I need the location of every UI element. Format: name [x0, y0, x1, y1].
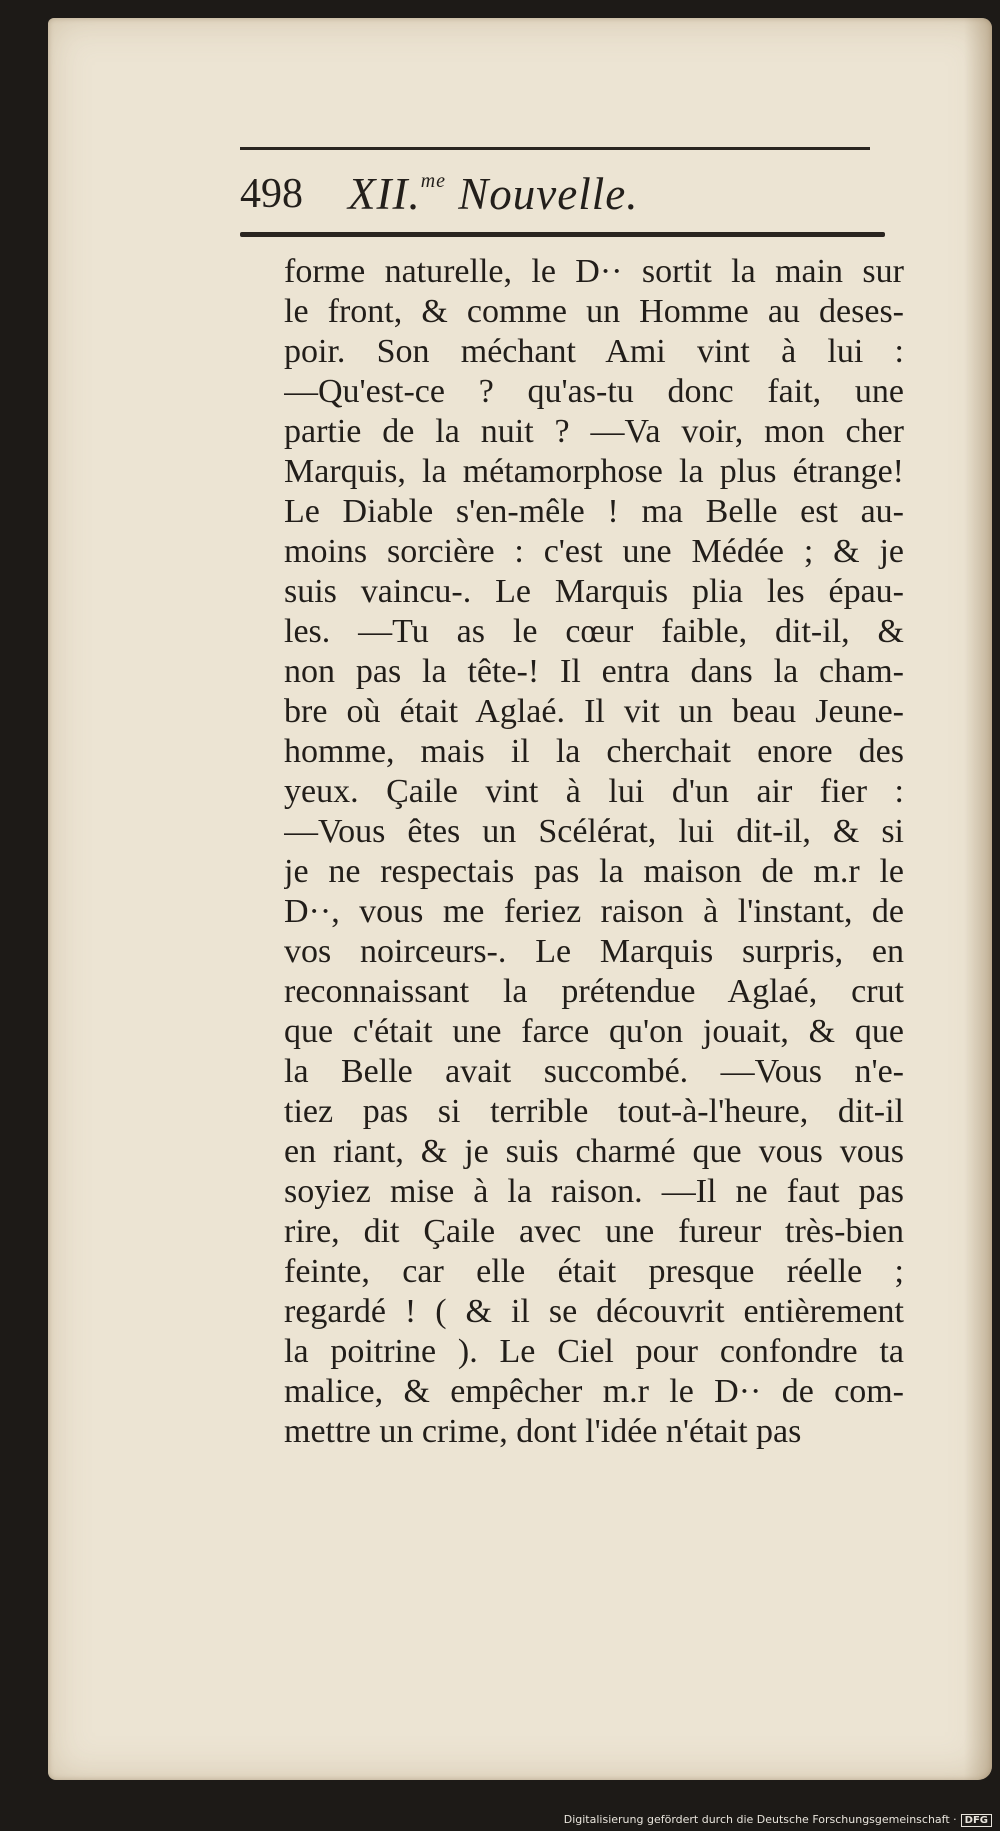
text-line: D··, vous me feriez raison à l'instant, de [284, 893, 904, 930]
text-line: —Vous êtes un Scélérat, lui dit-il, & si [284, 813, 904, 850]
header-rule-bottom [240, 232, 885, 237]
text-line: reconnaissant la prétendue Aglaé, crut [284, 973, 904, 1010]
text-line: mettre un crime, dont l'idée n'était pas [284, 1413, 802, 1450]
text-line: regardé ! ( & il se découvrit entièrement [284, 1293, 904, 1330]
text-line: suis vaincu-. Le Marquis plia les épau- [284, 573, 904, 610]
section-title-numeral: XII. [348, 169, 421, 219]
text-line: la Belle avait succombé. —Vous n'e- [284, 1053, 904, 1090]
digitization-credit [564, 1813, 992, 1827]
text-line: la poitrine ). Le Ciel pour confondre ta [284, 1333, 904, 1370]
text-line: feinte, car elle était presque réelle ; [284, 1253, 904, 1290]
credit-text: Digitalisierung gefördert durch die Deutsche Forschungsgemeinschaft · [563, 1813, 957, 1826]
text-line: je ne respectais pas la maison de m.r le [284, 853, 904, 890]
text-line: tiez pas si terrible tout-à-l'heure, dit-il [284, 1093, 904, 1130]
text-line: partie de la nuit ? —Va voir, mon cher [284, 413, 904, 450]
text-line: malice, & empêcher m.r le D·· de com- [284, 1373, 904, 1410]
section-title-superscript: me [420, 170, 447, 192]
text-line: bre où était Aglaé. Il vit un beau Jeune- [284, 693, 904, 730]
text-line: en riant, & je suis charmé que vous vous [284, 1133, 904, 1170]
text-line: rire, dit Çaile avec une fureur très-bien [284, 1213, 904, 1250]
text-line: Le Diable s'en-mêle ! ma Belle est au- [284, 493, 904, 530]
header-rule-top [240, 147, 870, 150]
text-line: moins sorcière : c'est une Médée ; & je [284, 533, 904, 570]
page-number: 498 [240, 171, 303, 217]
text-line: que c'était une farce qu'on jouait, & que [284, 1013, 904, 1050]
text-line: non pas la tête-! Il entra dans la cham- [284, 653, 904, 690]
running-header [240, 168, 880, 230]
body-text [284, 252, 904, 1452]
text-line: Marquis, la métamorphose la plus étrange! [284, 453, 904, 490]
dfg-logo: DFG [961, 1814, 992, 1827]
text-line: le front, & comme un Homme au deses- [284, 293, 904, 330]
text-line: poir. Son méchant Ami vint à lui : [284, 333, 904, 370]
text-line: forme naturelle, le D·· sortit la main sur [284, 253, 904, 290]
text-line: yeux. Çaile vint à lui d'un air fier : [284, 773, 904, 810]
section-title [348, 168, 639, 220]
text-line: soyiez mise à la raison. —Il ne faut pas [284, 1173, 904, 1210]
text-line: vos noirceurs-. Le Marquis surpris, en [284, 933, 904, 970]
text-line: —Qu'est-ce ? qu'as-tu donc fait, une [284, 373, 904, 410]
section-title-word: Nouvelle. [458, 169, 639, 219]
text-line: les. —Tu as le cœur faible, dit-il, & [284, 613, 904, 650]
text-line: homme, mais il la cherchait enore des [284, 733, 904, 770]
